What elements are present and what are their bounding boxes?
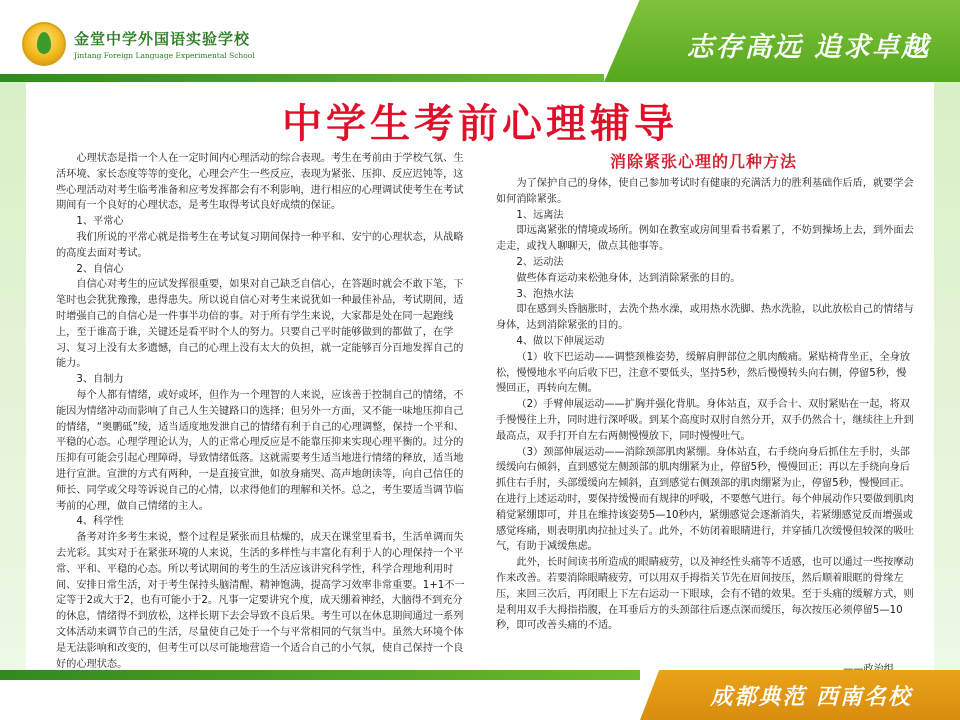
section-heading: 3、泡热水法	[516, 288, 574, 300]
section-heading: 2、运动法	[516, 256, 564, 268]
paragraph: 每个人都有情绪，或好或坏，但作为一个理智的人来说，应该善于控制自己的情绪，不能因为情绪冲动而影响了自己人生关键路口的选择；但另外一方面，又不能一味地压抑自己的情绪，“奥鹏砥”绫，适当适度地发泄自己的情绪有利于自己的心理调整，保持一个平和、平稳的心态。心理学理论认为，人的正常心理反应是不能靠压抑来实现心理平衡的。过分的压抑有可能会引起心理障碍，导致情绪低落。这就需要考生适当地进行情绪的释放，适当地进行宣泄。宣泄的方式有两种，一是直接宣泄，如放身痛哭、高声地朗读等，向自己信任的师长、同学或父母等诉说自己的心情，以求得他们的理解和关怀。总之，考生要适当调节临考前的心理，做自己情绪的主人。	[56, 389, 464, 512]
left-decoration	[0, 82, 26, 670]
section-heading: 2、自信心	[76, 263, 124, 275]
paragraph: 即远离紧张的情境或场所。例如在教室或房间里看书看累了，不妨到操场上去，到外面去走走，或找人聊聊天，做点其他事等。	[496, 225, 914, 253]
section-heading: 4、做以下伸展运动	[516, 335, 605, 347]
right-decoration	[934, 82, 960, 670]
right-column	[496, 176, 916, 678]
section-heading: 3、自制力	[76, 374, 124, 386]
paragraph: （3）颈部伸展运动——消除颈部肌肉紧绷。身体站直，右手绕向身后抓住左手肘，头部缓缓向右倾斜，直到感觉左侧颈部的肌肉绷紧为止，停留5秒，慢慢回正；再以左手绕向身后抓住右手肘，头部缓缓向左倾斜，直到感觉右侧颈部的肌肉绷紧为止，停留5秒，慢慢回正。在进行上述运动时，要保持缓慢而有规律的呼吸，不要憋气进行。每个伸展动作只要做到肌肉稍觉紧绷即可，并且在维持该姿势5—10秒内，紧绷感觉会逐渐消失，若紧绷感觉反而增强或感觉疼痛，则表明肌肉拉扯过头了。此外，不妨闭着眼睛进行，并穿插几次缓慢但较深的吸吐气，有助于减缓焦虑。	[496, 446, 914, 553]
paragraph: （1）收下巴运动——调整颈椎姿势，缓解肩胛部位之肌肉酸痛。紧贴椅背坐正，全身放松，慢慢地水平向后收下巴，注意不要低头，坚持5秒，然后慢慢转头向右侧，停留5秒，慢慢回正，再转向左侧。	[496, 351, 910, 395]
page-title: 中学生考前心理辅导	[282, 100, 678, 147]
paragraph: 心理状态是指一个人在一定时间内心理活动的综合表现。考生在考前由于学校气氛、生活环境、家长态度等等的变化，心理会产生一些反应，表现为紧张、压抑、反应迟钝等，这些心理活动对考生临考准备和应考发挥都会有不利影响，进行相应的心理调试使考生在考试期间有一个良好的心理状态，是考生取得考试良好成绩的保证。	[56, 153, 464, 212]
paragraph: 我们所说的平常心就是指考生在考试复习期间保持一种平和、安宁的心理状态，从战略的高度去面对考试。	[56, 231, 464, 259]
paragraph: 做些体育运动来松弛身体，达到消除紧张的目的。	[516, 272, 741, 284]
header-green-bar	[0, 74, 604, 82]
header	[0, 0, 960, 82]
section-heading: 1、远离法	[516, 209, 564, 221]
footer-slogan: 成都典范 西南名校	[710, 685, 912, 710]
footer	[0, 670, 960, 720]
paragraph: 备考对许多考生来说，整个过程是紧张而且枯燥的，成天在课堂里看书，生活单调而失去光彩。其实对于在紧张环境的人来说，生活的多样性与丰富化有利于人的心理保持一个平常、平和、平稳的心态。所以考试期间的考生的生活应该讲究科学性，科学合理地利用时间、安排日常生活，对于考生保持头脑清醒、精神饱满，提高学习效率非常重要。1+1不一定等于2或大于2，也有可能小于2。凡事一定要讲究个度，成天绷着神经，大脑得不到充分的休息，情绪得不到放松，这样长期下去会导致不良后果。考生可以在休息期间通过一系列文体活动来调节自己的生活，尽量使自己处于一个与平常相同的气氛当中。虽然大环境个体是无法影响和改变的，但考生可以尽可能地营造一个适合自己的小气氛，使自己保持一个良好的心理状态。	[56, 532, 465, 670]
school-emblem-icon	[22, 22, 66, 66]
paragraph: 此外，长时间读书所造成的眼睛疲劳，以及神经性头痛等不适感，也可以通过一些按摩动作来改善。若要消除眼睛疲劳，可以用双手拇指关节先在眉间按压，然后顺着眼眶的骨缘左压，来回三次后，再闭眼上下左右运动一下眼球，会有不错的效果。至于头痛的缓解方式，则是利用双手大拇指指腹，在耳垂后方的头颈部往后逐点深而缓压，每次按压必须停留5—10秒，即可改善头痛的不适。	[496, 557, 914, 632]
school-name-cn: 金堂中学外国语实验学校	[74, 30, 251, 48]
paragraph: 自信心对考生的应试发挥很重要，如果对自己缺乏自信心，在答题时就会不敢下笔，下笔时也会犹犹豫豫，患得患失。所以说自信心对考生来说犹如一种最佳补品，考试期间，适时增强自己的自信心是一件事半功倍的事。对于所有学生来说，大家都是处在同一起跑线上，至于谁高于谁，关键还是看平时个人的努力。只要自己平时能够做到的都做了，在学习、复习上没有太多遗憾，自己的心理上没有太大的负担，就一定能够百分百地发挥自己的能力。	[56, 279, 464, 370]
section-heading: 1、平常心	[76, 216, 124, 228]
footer-green-bar	[0, 670, 640, 680]
paragraph: （2）手臂伸展运动——扩胸并强化背肌。身体站直，双手合十、双肘紧贴在一起，将双手慢慢往上升，同时进行深呼吸。到某个高度时双肘自然分开，双手仍然合十，继续往上升到最高点，双手打开自左右两侧慢慢放下，同时慢慢吐气。	[496, 399, 914, 442]
slogan: 志存高远 追求卓越	[686, 32, 930, 63]
left-column	[56, 151, 472, 672]
section-title: 消除紧张心理的几种方法	[610, 152, 798, 171]
paragraph: 为了保护自己的身体，使自己参加考试时有健康的充满活力的胜利基础作后盾，就要学会如何消除紧张。	[496, 178, 914, 205]
section-heading: 4、科学性	[76, 516, 124, 528]
paragraph: 即在感到头昏脑胀时，去洗个热水澡，或用热水洗脚、热水洗脸，以此放松自己的情绪与身体，达到消除紧张的目的。	[496, 304, 914, 332]
school-logo	[22, 22, 255, 66]
school-name-en: Jintang Foreign Language Experimental School	[74, 51, 255, 60]
